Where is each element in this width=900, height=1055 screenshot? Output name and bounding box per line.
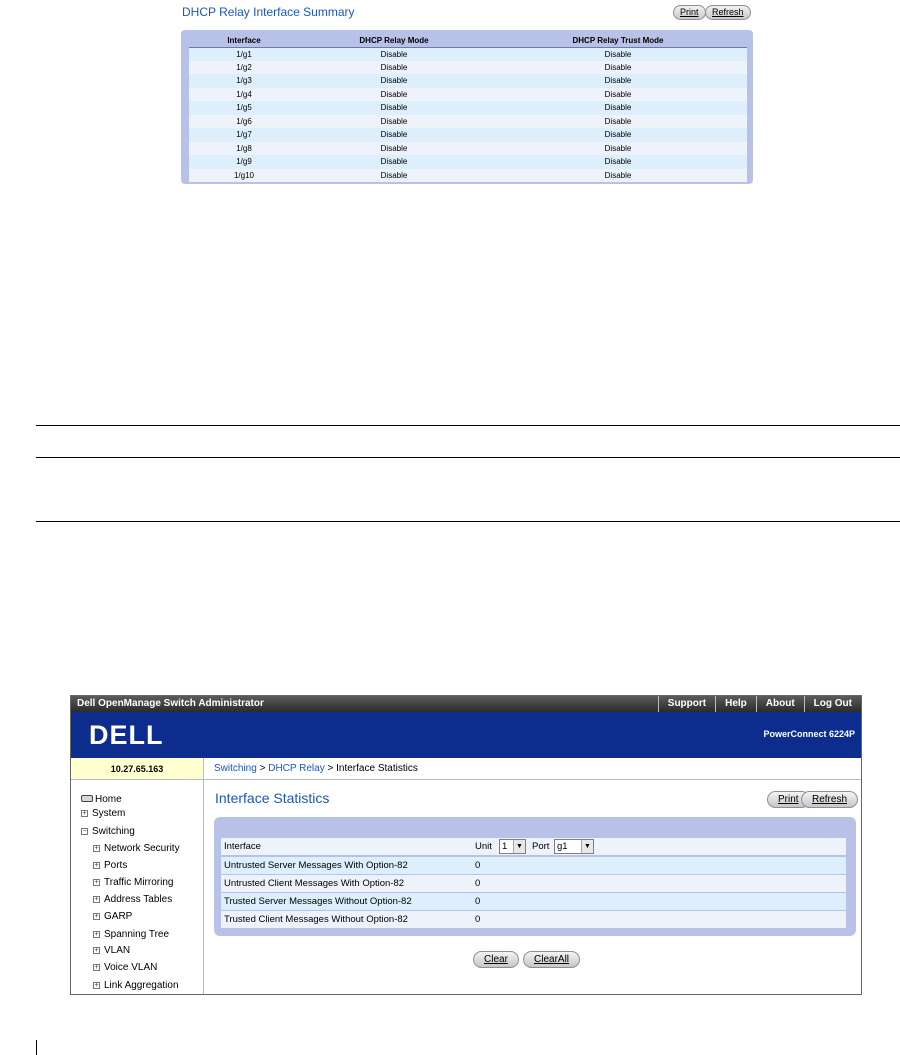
app-title: Dell OpenManage Switch Administrator (77, 698, 264, 709)
expand-icon[interactable]: + (94, 913, 99, 920)
sidebar-item-ports[interactable] (93, 859, 127, 873)
stat-value: 0 (475, 860, 481, 871)
expand-icon[interactable]: + (82, 810, 87, 817)
print-button[interactable]: Print (767, 791, 810, 808)
breadcrumb-separator: > (324, 763, 337, 774)
unit-select[interactable] (499, 839, 526, 854)
sidebar-item-label: GARP (104, 911, 133, 922)
sidebar-item-label: Link Aggregation (104, 980, 179, 991)
cell-relay-mode: Disable (299, 128, 489, 142)
expand-icon[interactable]: + (94, 982, 99, 989)
stat-label: Untrusted Client Messages With Option-82 (224, 878, 405, 889)
table-row (189, 115, 747, 129)
sidebar-item-address-tables[interactable] (93, 893, 172, 907)
cell-relay-mode: Disable (299, 47, 489, 61)
nav-help[interactable]: Help (715, 696, 756, 712)
cell-trust-mode: Disable (489, 142, 747, 156)
ip-address: 10.27.65.163 (71, 758, 204, 780)
sidebar-tree (71, 780, 204, 995)
sidebar-item-label: Network Security (104, 843, 180, 854)
sidebar-item-vlan[interactable] (93, 944, 130, 958)
cell-trust-mode: Disable (489, 101, 747, 115)
expand-icon[interactable]: + (94, 947, 99, 954)
sidebar-item-system[interactable] (81, 807, 125, 821)
table-row (189, 74, 747, 88)
cell-trust-mode: Disable (489, 155, 747, 169)
sidebar-item-home[interactable] (81, 793, 122, 807)
home-icon (81, 795, 93, 802)
cell-interface: 1/g4 (189, 88, 299, 102)
summary-refresh-button[interactable]: Refresh (705, 5, 751, 20)
sidebar-item-label: Switching (92, 826, 135, 837)
sidebar-item-network-security[interactable] (93, 842, 180, 856)
stat-label: Trusted Client Messages Without Option-82 (224, 914, 408, 925)
cell-interface: 1/g5 (189, 101, 299, 115)
cell-trust-mode: Disable (489, 88, 747, 102)
cell-trust-mode: Disable (489, 47, 747, 61)
unit-value: 1 (502, 841, 508, 852)
cell-trust-mode: Disable (489, 128, 747, 142)
cell-interface: 1/g10 (189, 169, 299, 183)
cell-interface: 1/g3 (189, 74, 299, 88)
chevron-down-icon: ▼ (581, 840, 593, 853)
expand-icon[interactable]: + (94, 964, 99, 971)
nav-log-out[interactable]: Log Out (804, 696, 861, 712)
cell-relay-mode: Disable (299, 155, 489, 169)
collapse-icon[interactable]: − (82, 828, 87, 835)
table-row (189, 61, 747, 75)
cell-relay-mode: Disable (299, 115, 489, 129)
cell-relay-mode: Disable (299, 74, 489, 88)
banner (71, 712, 861, 758)
page-margin-bar (36, 1040, 37, 1055)
breadcrumb-current: Interface Statistics (336, 763, 418, 774)
dell-logo (89, 720, 209, 748)
sidebar-item-label: Traffic Mirroring (104, 877, 174, 888)
header-interface: Interface (189, 35, 299, 47)
cell-interface: 1/g8 (189, 142, 299, 156)
breadcrumb (204, 758, 861, 780)
stat-row (221, 893, 846, 910)
expand-icon[interactable]: + (94, 896, 99, 903)
sidebar-item-voice-vlan[interactable] (93, 961, 157, 975)
sidebar-item-link-aggregation[interactable] (93, 979, 179, 993)
openmanage-window (70, 695, 862, 995)
statistics-panel (214, 817, 856, 936)
header-relay-mode: DHCP Relay Mode (299, 35, 489, 47)
stat-row (221, 911, 846, 928)
table-row (189, 101, 747, 115)
cell-relay-mode: Disable (299, 61, 489, 75)
cell-trust-mode: Disable (489, 74, 747, 88)
stat-label: Trusted Server Messages Without Option-82 (224, 896, 412, 907)
page-title: Interface Statistics (215, 790, 330, 806)
cell-interface: 1/g2 (189, 61, 299, 75)
stat-row (221, 875, 846, 892)
cell-relay-mode: Disable (299, 142, 489, 156)
stat-value: 0 (475, 914, 481, 925)
cell-relay-mode: Disable (299, 169, 489, 183)
breadcrumb-separator: > (256, 763, 269, 774)
cell-interface: 1/g6 (189, 115, 299, 129)
summary-title: DHCP Relay Interface Summary (182, 5, 355, 19)
cell-trust-mode: Disable (489, 169, 747, 183)
chevron-down-icon: ▼ (513, 840, 525, 853)
sidebar-item-traffic-mirroring[interactable] (93, 876, 173, 890)
sidebar-item-spanning-tree[interactable] (93, 928, 169, 942)
cell-trust-mode: Disable (489, 61, 747, 75)
cell-interface: 1/g9 (189, 155, 299, 169)
summary-header-row (189, 35, 747, 47)
stat-row (221, 857, 846, 874)
table-row (189, 169, 747, 183)
model-name: PowerConnect 6224P (763, 729, 855, 739)
table-row (189, 142, 747, 156)
cell-relay-mode: Disable (299, 88, 489, 102)
clear-button[interactable]: Clear (473, 951, 519, 968)
top-nav (658, 696, 861, 712)
breadcrumb-switching[interactable]: Switching (214, 763, 257, 774)
table-row (189, 155, 747, 169)
interface-label: Interface (224, 841, 261, 852)
document-rule (36, 457, 900, 458)
sidebar-item-label: VLAN (104, 945, 131, 956)
breadcrumb-dhcp-relay[interactable]: DHCP Relay (268, 763, 325, 774)
stat-value: 0 (475, 878, 481, 889)
summary-table-panel (181, 30, 753, 184)
nav-about[interactable]: About (756, 696, 804, 712)
interface-row (221, 838, 846, 855)
summary-table (189, 35, 747, 182)
sidebar-item-label: System (92, 808, 126, 819)
document-rule (36, 425, 900, 426)
expand-icon[interactable]: + (94, 879, 99, 886)
sidebar-item-label: Spanning Tree (104, 929, 170, 940)
refresh-button[interactable]: Refresh (801, 791, 858, 808)
table-row (189, 88, 747, 102)
nav-support[interactable]: Support (658, 696, 715, 712)
stat-label: Untrusted Server Messages With Option-82 (224, 860, 408, 871)
header-trust-mode: DHCP Relay Trust Mode (489, 35, 747, 47)
stat-value: 0 (475, 896, 481, 907)
sidebar-item-switching[interactable] (81, 825, 135, 839)
summary-print-button[interactable]: Print (673, 5, 706, 20)
sidebar-item-label: Voice VLAN (104, 962, 158, 973)
svg-text:DELL: DELL (89, 720, 164, 748)
sidebar-item-label: Home (95, 794, 122, 805)
port-value: g1 (557, 841, 568, 852)
main-content (205, 780, 861, 995)
port-select[interactable] (554, 839, 594, 854)
sidebar-item-label: Ports (104, 860, 128, 871)
clear-all-button[interactable]: ClearAll (523, 951, 580, 968)
expand-icon[interactable]: + (94, 931, 99, 938)
unit-label: Unit (475, 841, 492, 852)
sidebar-item-label: Address Tables (104, 894, 173, 905)
expand-icon[interactable]: + (94, 862, 99, 869)
dhcp-relay-summary-screenshot (176, 0, 756, 190)
sidebar-item-garp[interactable] (93, 910, 132, 924)
port-label: Port (532, 841, 550, 852)
document-rule (36, 521, 900, 522)
cell-interface: 1/g7 (189, 128, 299, 142)
cell-relay-mode: Disable (299, 101, 489, 115)
cell-interface: 1/g1 (189, 47, 299, 61)
cell-trust-mode: Disable (489, 115, 747, 129)
top-bar (71, 696, 861, 712)
table-row (189, 128, 747, 142)
expand-icon[interactable]: + (94, 845, 99, 852)
table-row (189, 47, 747, 61)
